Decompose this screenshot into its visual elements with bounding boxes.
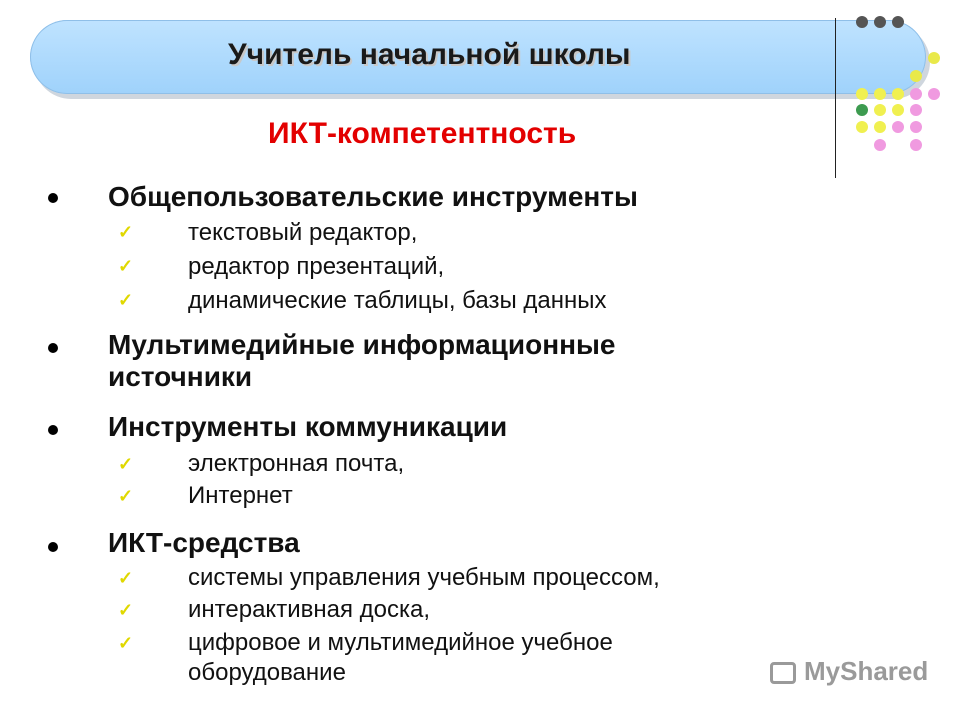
slide-title: Учитель начальной школы	[228, 38, 631, 71]
sub-item: редактор презентаций,	[188, 253, 445, 280]
sub-item: текстовый редактор,	[188, 219, 418, 246]
bullet-icon	[48, 425, 58, 435]
list-item-label: источники	[108, 361, 253, 392]
checkmark-icon: ✓	[118, 633, 134, 653]
checkmark-icon: ✓	[118, 290, 134, 310]
checkmark-icon: ✓	[118, 256, 134, 276]
bullet-icon	[48, 542, 58, 552]
sub-item: интерактивная доска,	[188, 596, 431, 623]
sub-item: электронная почта,	[188, 450, 405, 477]
bullet-icon	[48, 193, 58, 203]
sub-item: системы управления учебным процессом,	[188, 564, 660, 591]
list-item-label: Общепользовательские инструменты	[108, 181, 638, 212]
checkmark-icon: ✓	[118, 222, 134, 242]
checkmark-icon: ✓	[118, 454, 134, 474]
divider-line	[835, 18, 836, 178]
list-item-label: Мультимедийные информационные	[108, 329, 616, 360]
sub-item: цифровое и мультимедийное учебное	[188, 629, 613, 656]
sub-item: динамические таблицы, базы данных	[188, 287, 607, 314]
watermark-logo: MyShared	[804, 656, 929, 686]
bullet-icon	[48, 343, 58, 353]
checkmark-icon: ✓	[118, 600, 134, 620]
checkmark-icon: ✓	[118, 568, 134, 588]
subtitle: ИКТ-компетентность	[268, 117, 577, 150]
sub-item: Интернет	[188, 482, 293, 509]
list-item-label: ИКТ-средства	[108, 527, 300, 558]
list-item-label: Инструменты коммуникации	[108, 411, 508, 442]
watermark-icon	[770, 662, 796, 684]
checkmark-icon: ✓	[118, 486, 134, 506]
sub-item: оборудование	[188, 659, 346, 686]
